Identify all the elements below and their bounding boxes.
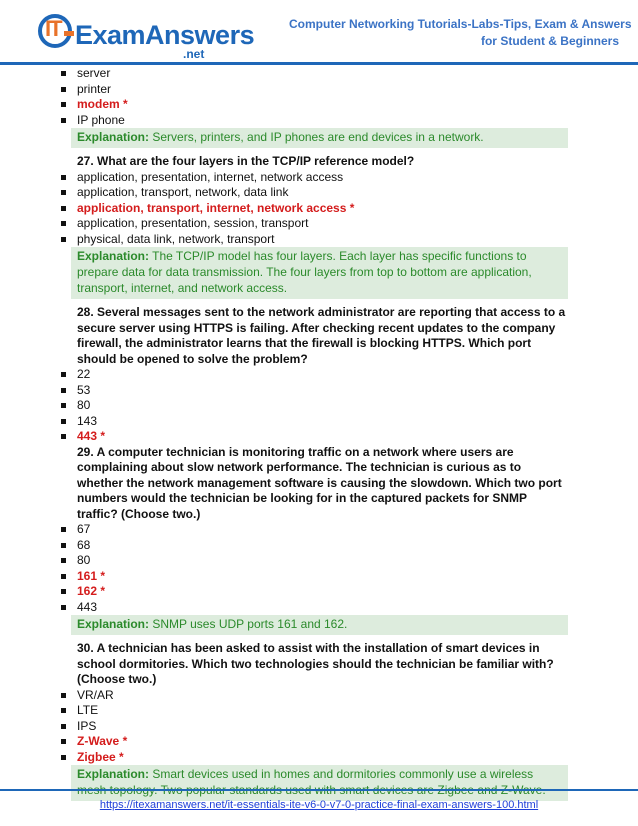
q29-explanation <box>71 615 568 635</box>
footer-divider <box>0 789 638 791</box>
q30-option-2: LTE <box>58 703 568 719</box>
q26-option-4: IP phone <box>58 113 568 129</box>
q29-option-1: 67 <box>58 522 568 538</box>
footer-source-link[interactable]: https://itexamanswers.net/it-essentials-ite-v6-0-v7-0-practice-final-exam-answers-100.html <box>99 799 539 811</box>
logo-domain: .net <box>183 47 205 61</box>
q29-option-5-correct: 162 * <box>58 584 568 600</box>
q26-option-1: server <box>58 66 568 82</box>
q26-option-3-correct: modem * <box>58 97 568 113</box>
logo-it-text: IT <box>45 16 61 41</box>
site-tagline <box>289 16 632 50</box>
explanation-label: Explanation: <box>77 767 150 781</box>
explanation-label: Explanation: <box>77 249 150 263</box>
explanation-text: Smart devices used in homes and dormitories commonly use a wireless <box>152 767 534 781</box>
q27-question: 27. What are the four layers in the TCP/IP reference model? <box>77 154 415 168</box>
q28-option-2: 53 <box>58 383 568 399</box>
q27-option-4: application, presentation, session, transport <box>58 216 568 232</box>
q30-option-5-correct: Zigbee * <box>58 750 568 766</box>
q29-question: 29. A computer technician is monitoring traffic on a network where users are complaining about slow network performance. The technician is curious as to whether the network management software is causing the slowdown. Which two port numbers would the technician be looking for in the captured packets for SNMP traffic? (Choose two.) <box>77 444 562 521</box>
q27-option-2: application, transport, network, data link <box>58 185 568 201</box>
q27-option-5: physical, data link, network, transport <box>58 232 568 248</box>
q30-option-3: IPS <box>58 719 568 735</box>
tagline-line-2: for Student & Beginners <box>480 34 619 48</box>
page-header <box>0 0 638 64</box>
q30-option-4-correct: Z-Wave * <box>58 734 568 750</box>
q28-option-4: 143 <box>58 414 568 430</box>
q28-option-1: 22 <box>58 367 568 383</box>
q27-option-3-correct: application, transport, internet, network access * <box>58 201 568 217</box>
explanation-label: Explanation: <box>77 617 150 631</box>
q30-explanation <box>71 765 568 801</box>
explanation-label: Explanation: <box>77 130 150 144</box>
exam-content <box>58 66 568 801</box>
q29-option-6: 443 <box>58 600 568 616</box>
site-logo[interactable] <box>38 14 255 61</box>
q29-option-4-correct: 161 * <box>58 569 568 585</box>
q29-option-2: 68 <box>58 538 568 554</box>
q30-option-1: VR/AR <box>58 688 568 704</box>
q30-question: 30. A technician has been asked to assist with the installation of smart devices in school dormitories. Which two technologies should the technician be familiar with? (Choose two.) <box>77 641 554 686</box>
q29-option-3: 80 <box>58 553 568 569</box>
logo-wordmark: ExamAnswers <box>75 20 255 50</box>
q28-option-5-correct: 443 * <box>58 429 568 445</box>
header-divider <box>0 62 638 65</box>
q27-explanation <box>71 247 568 299</box>
q27-option-1: application, presentation, internet, network access <box>58 170 568 186</box>
q26-option-2: printer <box>58 82 568 98</box>
q28-question: 28. Several messages sent to the network administrator are reporting that access to a secure server using HTTPS is failing. After checking recent updates to the company firewall, the administrator learns that the firewall is blocking HTTPS. Which port should be opened to solve the problem? <box>77 305 566 366</box>
explanation-text: The TCP/IP model has four layers. Each layer has specific functions to prepare data for data transmission. The four layers from top to bottom are application, transport, internet, and network access. <box>77 249 532 295</box>
q26-explanation <box>71 128 568 148</box>
q28-option-3: 80 <box>58 398 568 414</box>
explanation-text: Servers, printers, and IP phones are end devices in a network. <box>149 130 484 144</box>
explanation-text: SNMP uses UDP ports 161 and 162. <box>149 617 348 631</box>
tagline-line-1: Computer Networking Tutorials-Labs-Tips, Exam & Answers <box>289 17 632 31</box>
